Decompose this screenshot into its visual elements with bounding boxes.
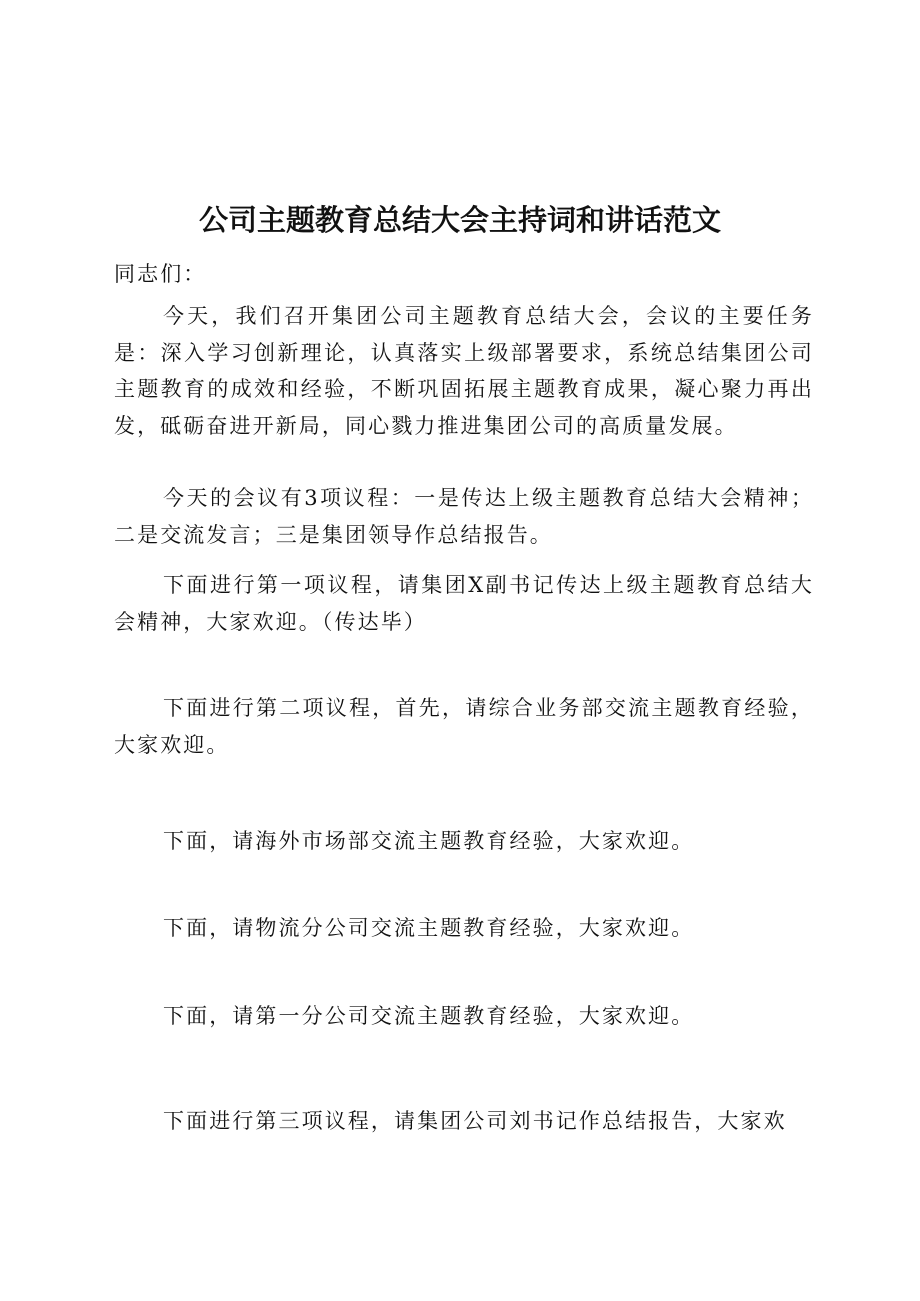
- paragraph-agenda-item-2: 下面进行第二项议程，首先，请综合业务部交流主题教育经验，大家欢迎。: [114, 696, 814, 757]
- paragraph-first-branch: 下面，请第一分公司交流主题教育经验，大家欢迎。: [163, 1004, 695, 1028]
- paragraph-agenda-item-3: 下面进行第三项议程，请集团公司刘书记作总结报告，大家欢: [163, 1109, 787, 1133]
- paragraph-agenda: 今天的会议有3项议程：一是传达上级主题教育总结大会精神；二是交流发言；三是集团领导作总结报告。: [114, 486, 814, 547]
- paragraph-logistics-branch: 下面，请物流分公司交流主题教育经验，大家欢迎。: [163, 916, 695, 940]
- paragraph-agenda-item-1: 下面进行第一项议程，请集团X副书记传达上级主题教育总结大会精神，大家欢迎。（传达毕）: [114, 573, 814, 634]
- paragraph-overseas-market: 下面，请海外市场部交流主题教育经验，大家欢迎。: [163, 829, 695, 853]
- paragraph-meeting-purpose: 今天，我们召开集团公司主题教育总结大会，会议的主要任务是：深入学习创新理论，认真落实上级部署要求，系统总结集团公司主题教育的成效和经验，不断巩固拓展主题教育成果，凝心聚力再出发，砥砺奋进开新局，同心戮力推进集团公司的高质量发展。: [114, 304, 814, 438]
- greeting: 同志们：: [114, 262, 207, 286]
- document-title: 公司主题教育总结大会主持词和讲话范文: [198, 203, 721, 237]
